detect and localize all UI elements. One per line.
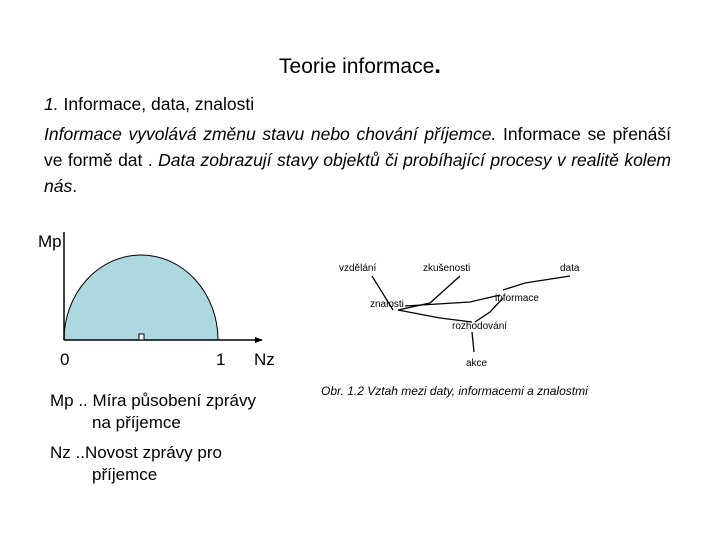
node-zkusenosti: zkušenosti: [423, 263, 471, 274]
paragraph-sentence-2: Informace se přenáší ve formě dat .: [44, 124, 671, 170]
title-dot: .: [434, 52, 441, 79]
x-axis-label: Nz: [254, 350, 275, 369]
legend-nz-line2: příjemce: [92, 465, 158, 484]
edge-data-informace: [503, 276, 570, 290]
legend-nz: [50, 442, 222, 486]
title-text: Teorie informace: [279, 55, 435, 78]
paragraph-sentence-3: Data zobrazují stavy objektů či probíhající procesy v realitě kolem nás: [44, 150, 671, 196]
tick-label-one: 1: [216, 350, 226, 369]
tick-label-zero: 0: [60, 350, 70, 369]
node-vzdelani: vzdělání: [339, 263, 377, 274]
node-rozhodovani: rozhodování: [452, 321, 508, 332]
section-number: 1.: [44, 94, 59, 114]
legend-mp: [50, 390, 256, 434]
legend-mp-line1: Mp .. Míra působení zprávy: [50, 391, 256, 410]
node-data: data: [560, 263, 580, 274]
node-akce: akce: [466, 358, 488, 369]
node-znalosti: znalosti: [370, 299, 404, 310]
node-informace: informace: [495, 293, 539, 304]
paragraph-sentence-1: Informace vyvolává změnu stavu nebo chování příjemce.: [44, 124, 497, 144]
edge-informace-znalosti: [405, 295, 500, 306]
impact-curve-area: [64, 255, 218, 340]
section-title: Informace, data, znalosti: [63, 94, 255, 114]
axis-origin-tick: [139, 334, 144, 340]
paragraph-period: .: [72, 176, 78, 196]
figure-caption: Obr. 1.2 Vztah mezi daty, informacemi a znalostmi: [321, 384, 588, 398]
y-axis-label: Mp: [38, 232, 62, 251]
legend-nz-line1: Nz ..Novost zprávy pro: [50, 443, 222, 462]
legend-mp-line2: na příjemce: [92, 413, 181, 432]
edge-rozhodovani-akce: [472, 332, 474, 352]
